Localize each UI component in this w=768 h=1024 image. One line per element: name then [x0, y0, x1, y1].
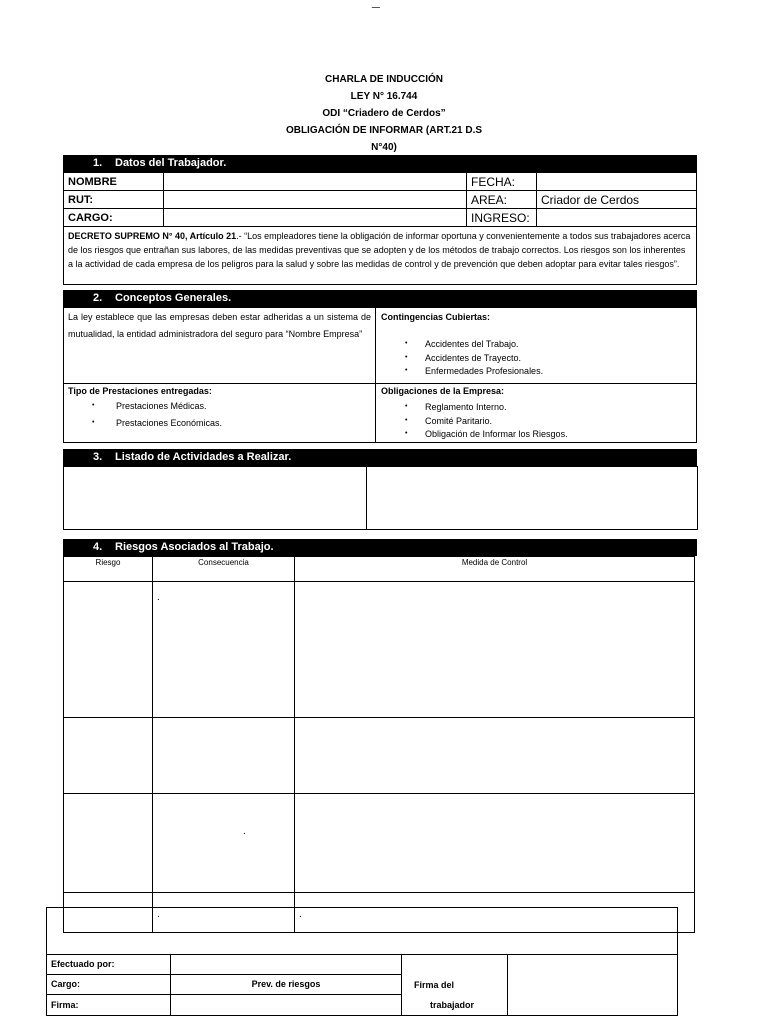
obligaciones-title: Obligaciones de la Empresa: [381, 386, 505, 396]
firma-label: Firma: [47, 994, 171, 1015]
ingreso-label: INGRESO: [467, 209, 537, 227]
section-number: 1. [93, 157, 103, 169]
section-3-header [63, 449, 697, 466]
prestaciones-title: Tipo de Prestaciones entregadas: [68, 386, 212, 396]
nombre-label: NOMBRE [64, 173, 164, 191]
list-item: • Obligación de Informar los Riesgos. [381, 428, 691, 440]
cargo-value[interactable]: Prev. de riesgos [171, 974, 402, 994]
rut-field[interactable] [164, 191, 467, 209]
list-item: • Prestaciones Médicas. [68, 398, 371, 414]
consecuencia-header: Consecuencia [153, 557, 295, 582]
ley-box [63, 307, 376, 384]
area-label: AREA: [467, 191, 537, 209]
cargo-label: CARGO: [64, 209, 164, 227]
top-mark: _ [372, 0, 380, 8]
list-item: • Enfermedades Profesionales. [381, 365, 691, 377]
prestaciones-list [68, 398, 371, 432]
list-item: • Accidentes del Trabajo. [381, 337, 691, 351]
list-item: • Prestaciones Económicas. [68, 414, 371, 432]
list-item: • Accidentes de Trayecto. [381, 351, 691, 365]
medida-cell[interactable] [295, 582, 695, 718]
firma-trabajador-line2: trabajador [430, 1000, 475, 1010]
obligaciones-box [375, 383, 697, 443]
medida-cell[interactable] [295, 718, 695, 794]
consecuencia-cell[interactable] [153, 718, 295, 794]
table-row [64, 173, 697, 191]
cell-dot: . [299, 909, 302, 920]
signature-table [46, 954, 678, 1016]
footer-outer-box [46, 907, 678, 955]
contingencias-list [381, 337, 691, 377]
section-title: Conceptos Generales. [115, 292, 232, 304]
section-number: 4. [93, 541, 103, 553]
title-line-4: OBLIGACIÓN DE INFORMAR (ART.21 D.S [285, 125, 483, 136]
worker-data-table [63, 172, 697, 285]
section-title: Riesgos Asociados al Trabajo. [115, 541, 274, 553]
table-row [64, 209, 697, 227]
table-row [64, 794, 695, 893]
fecha-label: FECHA: [467, 173, 537, 191]
riesgo-cell[interactable] [64, 718, 153, 794]
contingencias-title: Contingencias Cubiertas: [381, 312, 491, 322]
firma-trabajador-line1: Firma del [414, 980, 455, 990]
ley-text: La ley establece que las empresas deben estar adheridas a un sistema de mutualidad, la entidad administradora del seguro para “Nombre Empresa” [68, 312, 371, 339]
cell-dot: . [157, 909, 160, 920]
area-field[interactable]: Criador de Cerdos [537, 191, 697, 209]
table-row [64, 718, 695, 794]
ingreso-field[interactable] [537, 209, 697, 227]
cargo-label: Cargo: [47, 974, 171, 994]
prestaciones-box [63, 383, 376, 443]
firma-trabajador-label [402, 955, 508, 1016]
efectuado-field[interactable] [171, 955, 402, 975]
list-item: • Comité Paritario. [381, 414, 691, 428]
cell-dot: . [157, 592, 160, 603]
actividades-left-cell[interactable] [63, 466, 367, 530]
cargo-field[interactable] [164, 209, 467, 227]
decreto-paragraph [64, 227, 697, 285]
rut-label: RUT: [64, 191, 164, 209]
actividades-right-cell[interactable] [366, 466, 698, 530]
table-row [64, 227, 697, 285]
contingencias-box [375, 307, 697, 384]
section-2-header [63, 290, 697, 307]
title-line-2: LEY N° 16.744 [350, 91, 418, 102]
title-line-5: N°40) [371, 142, 397, 153]
table-row [47, 955, 678, 975]
riesgo-header: Riesgo [64, 557, 153, 582]
table-row [64, 557, 695, 582]
title-line-1: CHARLA DE INDUCCIÓN [325, 74, 443, 85]
medida-header: Medida de Control [295, 557, 695, 582]
riesgos-table [63, 556, 695, 933]
obligaciones-list [381, 400, 691, 440]
table-row [64, 191, 697, 209]
section-title: Datos del Trabajador. [115, 157, 227, 169]
section-number: 2. [93, 292, 103, 304]
decreto-title: DECRETO SUPREMO N° 40, Artículo 21 [68, 231, 237, 241]
medida-cell[interactable] [295, 794, 695, 893]
section-1-header [63, 155, 697, 172]
firma-trabajador-field[interactable] [508, 955, 678, 1016]
riesgo-cell[interactable] [64, 582, 153, 718]
decreto-text: .- “Los empleadores tiene la obligación de informar oportuna y convenientemente a todos sus trabajadores acerca de los riesgos que entrañan sus labores, de las medidas preventivas que se adopten y de los métodos de trabajo correctos. Los riesgos son los inherentes a la actividad de cada empresa de los peligros para la salud y sobre las medidas de control y de prevención que deben adoptar para evitar tales riesgos”. [68, 231, 691, 269]
title-line-3: ODI “Criadero de Cerdos” [322, 108, 446, 119]
table-row [64, 582, 695, 718]
firma-field[interactable] [171, 994, 402, 1015]
section-title: Listado de Actividades a Realizar. [115, 451, 292, 463]
riesgo-cell[interactable] [64, 794, 153, 893]
nombre-field[interactable] [164, 173, 467, 191]
consecuencia-cell[interactable] [153, 582, 295, 718]
fecha-field[interactable] [537, 173, 697, 191]
efectuado-label: Efectuado por: [47, 955, 171, 975]
consecuencia-cell[interactable] [153, 794, 295, 893]
list-item: • Reglamento Interno. [381, 400, 691, 414]
cell-dot: . [243, 826, 246, 837]
section-number: 3. [93, 451, 103, 463]
section-4-header [63, 539, 697, 556]
